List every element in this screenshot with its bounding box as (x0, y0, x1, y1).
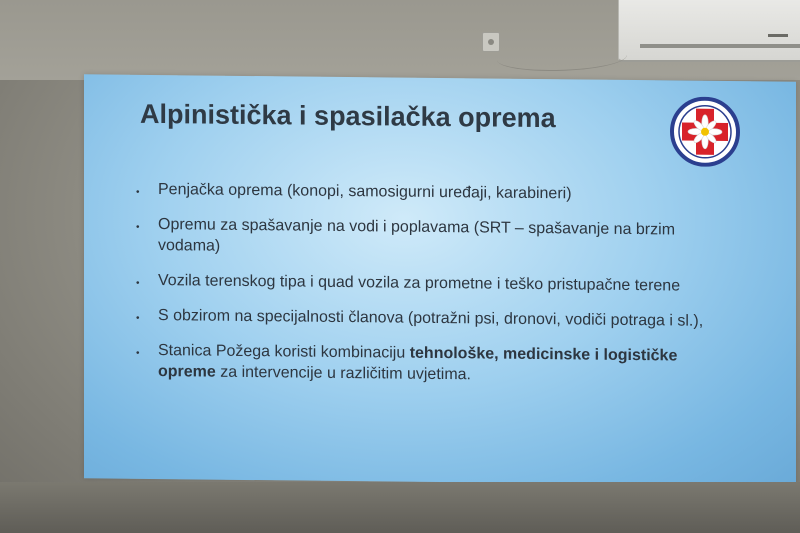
bullet-text-end: za intervencije u različitim uvjetima. (215, 363, 471, 384)
projection-screen (84, 74, 796, 485)
bullet-item (136, 214, 736, 262)
bullet-text: Stanica Požega koristi kombinaciju (158, 342, 410, 362)
air-conditioner-indicator (768, 34, 788, 37)
bullet-text: Opremu za spašavanje na vodi i poplavama (SRT – spašavanje na brzim vodama) (158, 216, 676, 255)
air-conditioner (618, 0, 800, 62)
bullet-item (136, 305, 736, 332)
bullet-item (136, 340, 736, 388)
bullet-text: S obzirom na specijalnosti članova (potražni psi, dronovi, vodiči potraga i sl.), (158, 307, 704, 330)
bullet-text: Vozila terenskog tipa i quad vozila za prometne i teško pristupačne terene (158, 272, 681, 295)
slide-title: Alpinistička i spasilačka oprema (140, 98, 556, 134)
bullet-item (136, 179, 736, 206)
bullet-marker: • (136, 312, 140, 324)
bullet-marker: • (136, 347, 140, 359)
mountain-rescue-logo-icon (670, 96, 740, 167)
bullet-text: Penjačka oprema (konopi, samosigurni uređaji, karabineri) (158, 181, 572, 203)
bullet-text-emphasis: tehnološke, medicinske i logističke opreme (158, 344, 678, 381)
bullet-marker: • (136, 221, 140, 233)
bullet-marker: • (136, 186, 140, 198)
lower-wall (0, 482, 800, 533)
bullet-list (136, 179, 736, 402)
air-conditioner-vent (640, 44, 800, 48)
bullet-item (136, 270, 736, 297)
bullet-marker: • (136, 277, 140, 289)
